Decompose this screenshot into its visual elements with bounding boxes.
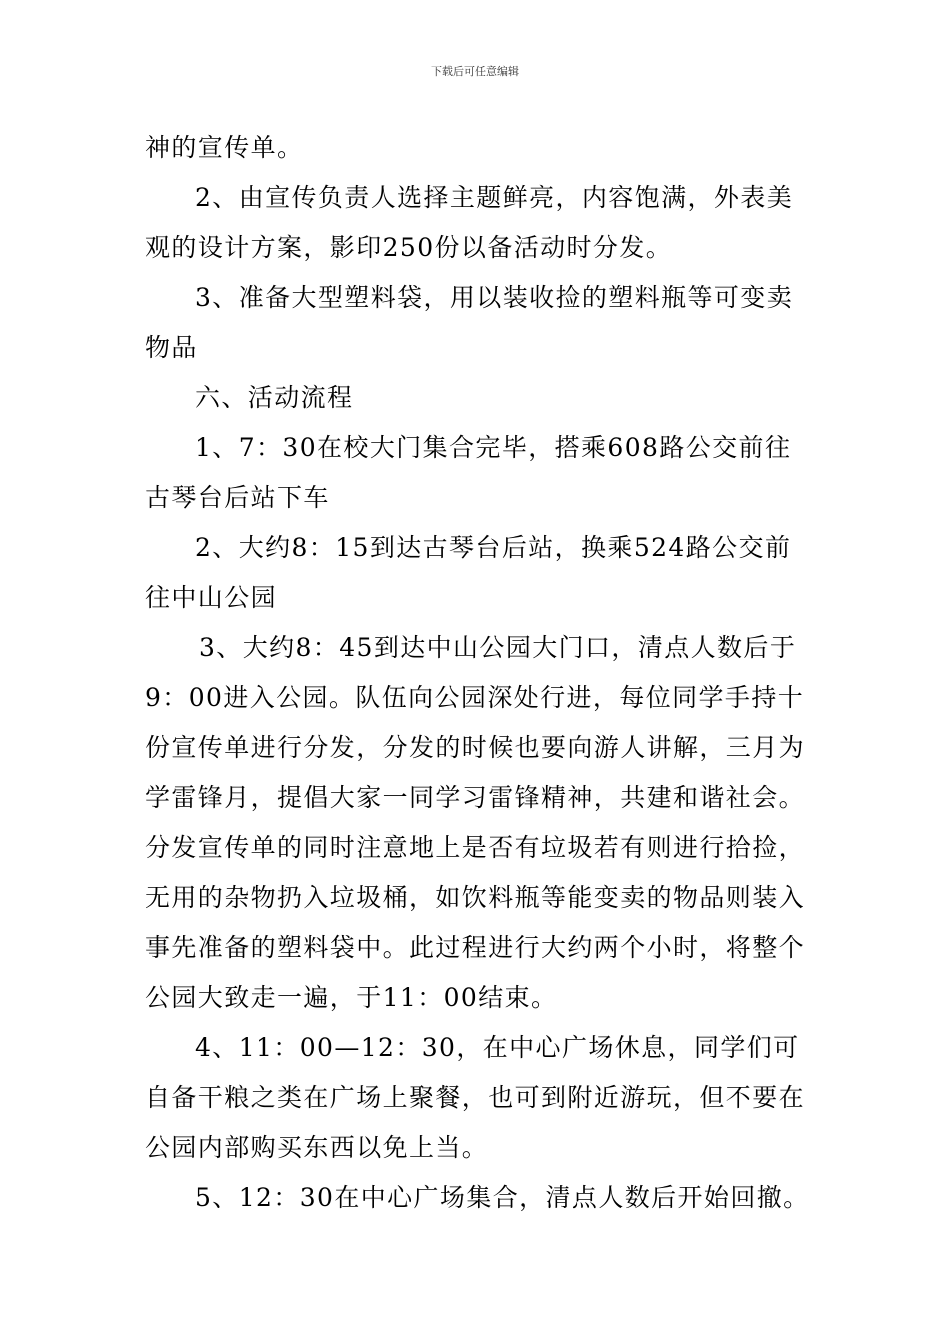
paragraph-step-1: 1、7：30在校大门集合完毕，搭乘608路公交前往古琴台后站下车 <box>145 433 792 512</box>
paragraph-item-3-bags: 3、准备大型塑料袋，用以装收捡的塑料瓶等可变卖物品 <box>145 283 794 362</box>
paragraph-step-4: 4、11：00—12：30，在中心广场休息，同学们可自备干粮之类在广场上聚餐，也可到附近游玩，但不要在公园内部购买东西以免上当。 <box>145 1033 806 1162</box>
paragraph-item-2-design: 2、由宣传负责人选择主题鲜亮，内容饱满，外表美观的设计方案，影印250份以备活动时分发。 <box>145 183 794 262</box>
paragraph-continuation: 神的宣传单。 <box>145 133 304 162</box>
section-heading-process: 六、活动流程 <box>195 383 354 412</box>
paragraph-step-2: 2、大约8：15到达古琴台后站，换乘524路公交前往中山公园 <box>145 533 792 612</box>
paragraph-step-5: 5、12：30在中心广场集合，清点人数后开始回撤。 <box>195 1183 810 1212</box>
document-body <box>145 123 810 1223</box>
page-header: 下载后可任意编辑 <box>431 65 519 78</box>
paragraph-step-3: 3、大约8：45到达中山公园大门口，清点人数后于9：00进入公园。队伍向公园深处行进，每位同学手持十份宣传单进行分发，分发的时候也要向游人讲解，三月为学雷锋月，提倡大家一同学习雷锋精神，共建和谐社会。分发宣传单的同时注意地上是否有垃圾若有则进行拾捡，无用的杂物扔入垃圾桶，如饮料瓶等能变卖的物品则装入事先准备的塑料袋中。此过程进行大约两个小时，将整个公园大致走一遍，于11：00结束。 <box>145 633 806 1012</box>
